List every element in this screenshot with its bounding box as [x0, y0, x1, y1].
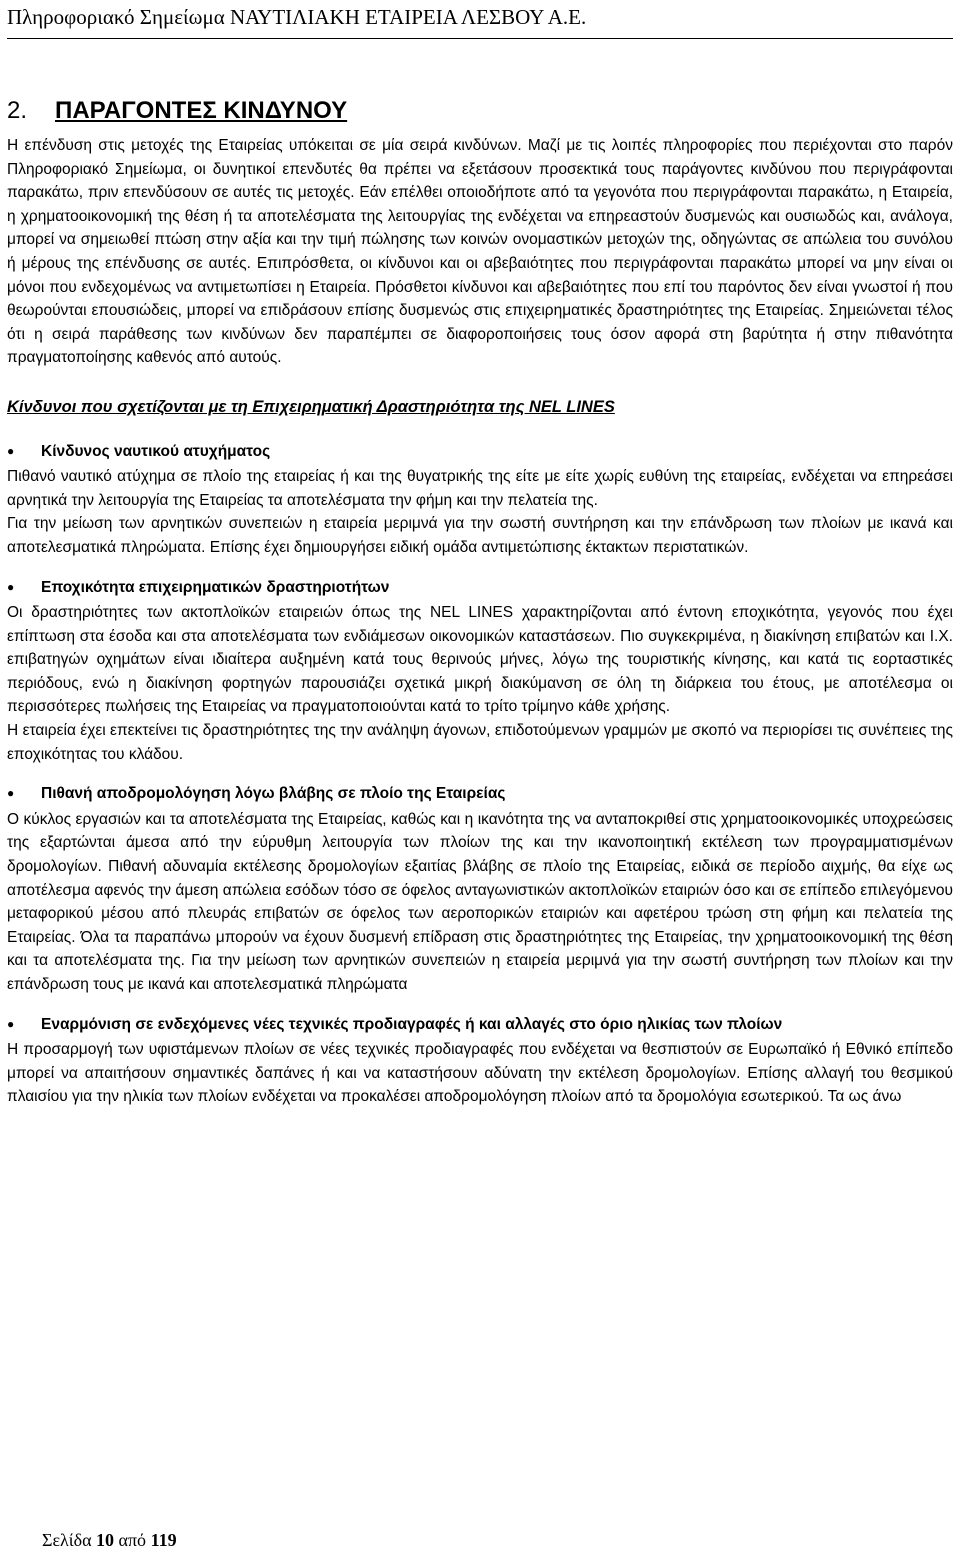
footer-of: από	[118, 1530, 147, 1550]
document-content	[7, 94, 953, 1109]
risk-title: Πιθανή αποδρομολόγηση λόγω βλάβης σε πλοίο της Εταιρείας	[41, 785, 506, 803]
intro-paragraph: Η επένδυση στις μετοχές της Εταιρείας υπόκειται σε μία σειρά κινδύνων. Μαζί με τις λοιπές πληροφορίες που περιέχονται στο παρόν Πληροφοριακό Σημείωμα, οι δυνητικοί επενδυτές θα πρέπει να εξετάσουν προσεκτικά τους παράγοντες κινδύνου που περιγράφονται παρακάτω, πριν επενδύσουν σε αυτές τις μετοχές. Εάν επέλθει οποιοδήποτε από τα γεγονότα που περιγράφονται παρακάτω, η Εταιρεία, η χρηματοοικονομική της θέση ή τα αποτελέσματα της λειτουργίας της ενδέχεται να επηρεαστούν δυσμενώς και ουσιωδώς και, ανάλογα, μπορεί να σημειωθεί πτώση στην αξία και την τιμή πώλησης των κοινών ονομαστικών μετοχών της, οδηγώντας σε απώλεια του συνόλου ή μέρους της επένδυσης σε αυτές. Επιπρόσθετα, οι κίνδυνοι και οι αβεβαιότητες που περιγράφονται παρακάτω μπορεί να μην είναι οι μόνοι που ενδεχομένως να αντιμετωπίσει η Εταιρεία. Πρόσθετοι κίνδυνοι και αβεβαιότητες που επί του παρόντος δεν είναι γνωστοί ή που θεωρούνται επουσιώδεις, μπορεί να επιδράσουν επίσης δυσμενώς στις επιχειρηματικές δραστηριότητες της Εταιρείας. Σημειώνεται τέλος ότι η σειρά παράθεσης των κινδύνων δεν παραπέμπει σε διαφοροποιήσεις τους όσον αφορά στη βαρύτητα ή στην πιθανότητα πραγματοποίησης καθενός από αυτούς.	[7, 137, 953, 367]
bullet-icon: ●	[7, 579, 15, 594]
document-header: Πληροφοριακό Σημείωμα ΝΑΥΤΙΛΙΑΚΗ ΕΤΑΙΡΕΙΑ ΛΕΣΒΟΥ Α.Ε.	[7, 4, 953, 39]
risk-title: Εποχικότητα επιχειρηματικών δραστηριοτήτων	[41, 578, 390, 596]
risk-paragraph: Πιθανό ναυτικό ατύχημα σε πλοίο της εταιρείας ή και της θυγατρικής της είτε με είτε χωρίς ευθύνη της εταιρείας, ενδέχεται να επηρεάσει αρνητικά την λειτουργία της Εταιρείας τα αποτελέσματα την φήμη και την πελατεία της.	[7, 468, 953, 509]
risk-item	[7, 782, 953, 996]
bullet-icon: ●	[7, 443, 15, 458]
risk-title: Κίνδυνος ναυτικού ατυχήματος	[41, 442, 271, 460]
risks-subheading: Κίνδυνοι που σχετίζονται με τη Επιχειρηματική Δραστηριότητα της NEL LINES	[7, 397, 615, 416]
bullet-icon: ●	[7, 786, 15, 801]
risk-paragraph: Ο κύκλος εργασιών και τα αποτελέσματα της Εταιρείας, καθώς και η ικανότητα της να ανταποκριθεί στις χρηματοοικονομικές υποχρεώσεις της εξαρτώνται άμεσα από την εύρυθμη λειτουργία των πλοίων της και την ικανοποιητική εκτέλεση των προγραμματισμένων δρομολογίων. Πιθανή αδυναμία εκτέλεσης δρομολογίων εξαιτίας βλάβης σε πλοίο της Εταιρείας, ειδικά σε περίοδο αιχμής, θα είχε ως αποτέλεσμα αφενός την άμεση απώλεια εσόδων τόσο σε όφελος ανταγωνιστικών ακτοπλοϊκών εταιριών όσο και σε επίπεδο επιλεγόμενου μεταφορικού μέσου από πλευράς επιβατών σε όφελος των αεροπορικών εταιριών και αφετέρου τρώση στη φήμη και πελατεία της Εταιρείας. Όλα τα παραπάνω μπορούν να έχουν δυσμενή επίδραση στις δραστηριότητες της Εταιρείας, την χρηματοοικονομική της θέση και τα αποτελέσματα της. Για την μείωση των αρνητικών συνεπειών η εταιρεία μεριμνά για την σωστή συντήρηση των πλοίων και την επάνδρωση τους με ικανά και αποτελεσματικά πληρώματα	[7, 810, 953, 993]
section-title	[7, 94, 953, 128]
bullet-icon: ●	[7, 1016, 15, 1031]
footer-total-pages: 119	[150, 1530, 177, 1550]
risk-paragraph: Οι δραστηριότητες των ακτοπλοϊκών εταιρειών όπως της NEL LINES χαρακτηρίζονται από έντονη εποχικότητα, γεγονός που έχει επίπτωση στα έσοδα και στα αποτελέσματα των ενδιάμεσων οικονομικών καταστάσεων. Πιο συγκεκριμένα, η διακίνηση επιβατών και Ι.Χ. επιβατηγών οχημάτων είναι ιδιαίτερα αυξημένη κατά τους θερινούς μήνες, λόγω της τουριστικής κίνησης, και κατά τις εορταστικές περιόδους, ενώ η διακίνηση φορτηγών παρουσιάζει σχετικά μικρή διακύμανση σε όλη τη διάρκεια του έτους, με αποτέλεσμα οι περισσότερες πωλήσεις της Εταιρείας να πραγματοποιούνται κατά το τρίτο τρίμηνο κάθε χρήσης.	[7, 604, 953, 716]
risk-item	[7, 576, 953, 767]
section-title-text: ΠΑΡΑΓΟΝΤΕΣ ΚΙΝΔΥΝΟΥ	[55, 97, 348, 124]
page-footer	[42, 1530, 177, 1551]
footer-page-number: 10	[96, 1530, 115, 1550]
footer-label: Σελίδα	[42, 1530, 92, 1550]
risk-paragraph: Για την μείωση των αρνητικών συνεπειών η εταιρεία μεριμνά για την σωστή συντήρηση και την επάνδρωση των πλοίων με ικανά και αποτελεσματικά πληρώματα. Επίσης έχει δημιουργήσει ειδική ομάδα αντιμετώπισης έκτακτων περιστατικών.	[7, 515, 953, 556]
risk-title: Εναρμόνιση σε ενδεχόμενες νέες τεχνικές προδιαγραφές ή και αλλαγές στο όριο ηλικίας των πλοίων	[41, 1015, 783, 1033]
section-number: 2.	[7, 97, 28, 124]
risk-item	[7, 440, 953, 560]
risk-paragraph: Η εταιρεία έχει επεκτείνει τις δραστηριότητες της την ανάληψη άγονων, επιδοτούμενων γραμμών με σκοπό να περιορίσει τις συνέπειες της εποχικότητας του κλάδου.	[7, 722, 953, 763]
risk-item	[7, 1013, 953, 1109]
risk-paragraph: Η προσαρμογή των υφιστάμενων πλοίων σε νέες τεχνικές προδιαγραφές που ενδέχεται να θεσπιστούν σε Ευρωπαϊκό ή Εθνικό επίπεδο μπορεί να απαιτήσουν σημαντικές δαπάνες ή και να καταστήσουν αδύνατη την εκτέλεση δρομολογίων. Επίσης αλλαγή του θεσμικού πλαισίου για την ηλικία των πλοίων ενδέχεται να προκαλέσει αποδρομολόγηση πλοίων από τα δρομολόγια εσωτερικού. Τα ως άνω	[7, 1041, 953, 1106]
